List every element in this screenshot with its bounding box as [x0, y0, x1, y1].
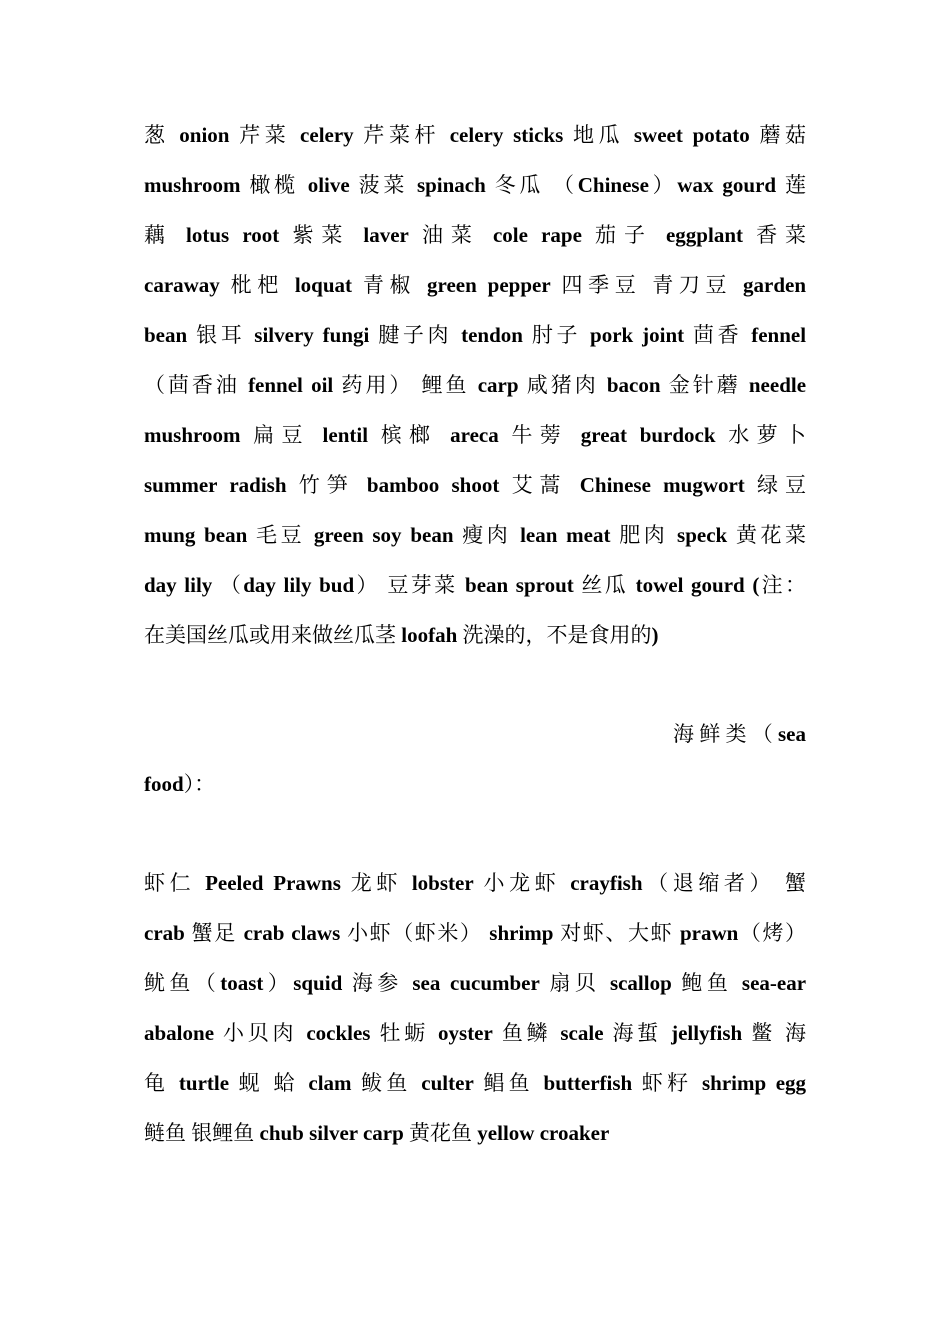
- seafood-line: abalone 小贝肉 cockles 牡蛎 oyster 鱼鳞 scale 海蜇 jellyfish 鳖 海: [144, 1021, 807, 1045]
- vegetable-line: （茴香油 fennel oil 药用） 鲤鱼 carp 咸猪肉 bacon 金针蘑 needle: [144, 373, 807, 397]
- vegetable-line: mung bean 毛豆 green soy bean 瘦肉 lean meat 肥肉 speck 黄花菜: [144, 523, 807, 547]
- seafood-line: 鲢鱼 银鲤鱼 chub silver carp 黄花鱼 yellow croaker: [144, 1121, 610, 1145]
- seafood-line: 鱿鱼（toast）squid 海参 sea cucumber 扇贝 scallop 鲍鱼 sea-ear: [144, 971, 807, 995]
- vegetable-line: mushroom 橄榄 olive 菠菜 spinach 冬瓜 （Chinese）wax gourd 莲: [144, 173, 807, 197]
- vegetable-line: summer radish 竹笋 bamboo shoot 艾蒿 Chinese mugwort 绿豆: [144, 473, 807, 497]
- vegetable-line: bean 银耳 silvery fungi 腱子肉 tendon 肘子 pork joint 茴香 fennel: [144, 323, 807, 347]
- seafood-line: 龟 turtle 蚬 蛤 clam 鲅鱼 culter 鲳鱼 butterfish 虾籽 shrimp egg: [144, 1071, 807, 1095]
- seafood-line: crab 蟹足 crab claws 小虾（虾米） shrimp 对虾、大虾 prawn（烤）: [144, 921, 807, 945]
- vegetable-line: caraway 枇杷 loquat 青椒 green pepper 四季豆 青刀豆 garden: [144, 273, 807, 297]
- vegetable-line: day lily （day lily bud） 豆芽菜 bean sprout 丝瓜 towel gourd (注：: [144, 573, 807, 597]
- vegetable-line: 葱 onion 芹菜 celery 芹菜杆 celery sticks 地瓜 sweet potato 蘑菇: [144, 123, 807, 147]
- vegetable-line: 在美国丝瓜或用来做丝瓜茎 loofah 洗澡的，不是食用的): [144, 623, 659, 647]
- section-heading-seafood-cont: food）：: [144, 772, 216, 796]
- section-heading-seafood: 海 鲜 类 （ sea: [673, 722, 806, 746]
- vegetable-line: 藕 lotus root 紫菜 laver 油菜 cole rape 茄子 eggplant 香菜: [144, 223, 807, 247]
- vegetable-line: mushroom 扁豆 lentil 槟榔 areca 牛蒡 great burdock 水萝卜: [144, 423, 806, 447]
- seafood-line: 虾仁 Peeled Prawns 龙虾 lobster 小龙虾 crayfish（退缩者） 蟹: [144, 871, 807, 895]
